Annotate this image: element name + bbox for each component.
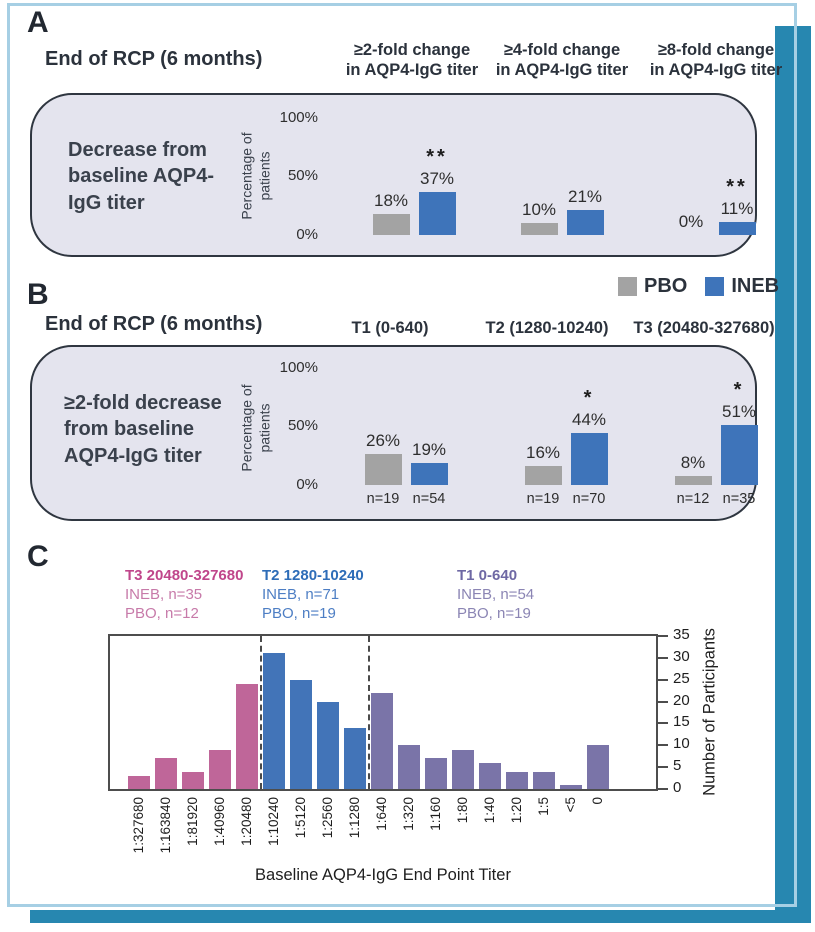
- bar-value-label: 10%: [521, 200, 557, 219]
- histogram-bar: [398, 745, 420, 789]
- y-axis-tick-label: 30: [673, 647, 690, 665]
- y-axis-tick-label: 5: [673, 757, 682, 775]
- x-axis-tick-label: 1:327680: [131, 797, 146, 854]
- x-axis-tick-label: 1:640: [374, 797, 389, 831]
- bar-group: [674, 350, 758, 507]
- tercile-legend-line: PBO, n=19: [457, 605, 531, 622]
- significance-marker: *: [583, 387, 595, 409]
- bar-slot: [675, 453, 712, 507]
- panel-c-x-axis-label: Baseline AQP4-IgG End Point Titer: [255, 866, 511, 884]
- n-count-label: n=70: [572, 491, 606, 507]
- column-header: T3 (20480-327680): [633, 319, 775, 337]
- bar-slot: [373, 191, 410, 235]
- bar-slot: [673, 212, 710, 235]
- bar-ineb: [411, 463, 448, 485]
- y-axis-tick-label: 100%: [279, 108, 318, 126]
- y-axis-tick-label: 50%: [287, 167, 318, 185]
- x-axis-tick-label: 0: [590, 797, 605, 805]
- y-axis-tick-label: 20: [673, 691, 690, 709]
- panel-b-title: End of RCP (6 months): [45, 313, 263, 335]
- y-axis-tick-label: 100%: [279, 358, 318, 376]
- histogram-bar: [263, 653, 285, 789]
- x-axis-tick-label: 1:320: [401, 797, 416, 831]
- column-header: T1 (0-640): [351, 319, 429, 337]
- x-axis-tick-label: 1:20: [509, 797, 524, 824]
- y-axis-tick-mark: [658, 635, 668, 637]
- bar-value-label: 19%: [411, 440, 447, 459]
- bar-group: [364, 350, 448, 507]
- n-count-label: n=54: [412, 491, 446, 507]
- bar-slot: [365, 431, 402, 507]
- y-axis-tick-mark: [658, 722, 668, 724]
- y-axis-tick-label: 15: [673, 713, 690, 731]
- y-axis-tick-label: 0: [673, 779, 682, 796]
- bar-value-label: 21%: [567, 187, 603, 206]
- bar-ineb: [721, 425, 758, 485]
- bar-group: [524, 350, 608, 507]
- column-header: ≥8-fold change in AQP4-IgG titer: [649, 41, 783, 80]
- treatment-legend: [618, 275, 779, 298]
- x-axis-tick-label: 1:160: [428, 797, 443, 831]
- histogram-bar: [290, 680, 312, 789]
- histogram-bar: [317, 702, 339, 789]
- tercile-legend-t3: [125, 566, 243, 623]
- x-axis-tick-label: 1:1280: [347, 797, 362, 839]
- histogram-bar: [533, 772, 555, 789]
- bar-group: [672, 100, 756, 235]
- n-count-label: n=35: [722, 491, 756, 507]
- x-axis-tick-label: 1:40: [482, 797, 497, 824]
- histogram-bar: [452, 750, 474, 789]
- bar-value-label: 8%: [680, 453, 706, 472]
- x-axis-tick-label: 1:40960: [212, 797, 227, 846]
- panel-b-y-axis-label: Percentage of patients: [238, 384, 272, 472]
- histogram-bar: [182, 772, 204, 789]
- histogram-bar: [371, 693, 393, 789]
- ineb-swatch: [705, 277, 724, 296]
- histogram-bar: [425, 758, 447, 789]
- bar-value-label: 18%: [373, 191, 409, 210]
- bar-value-label: 51%: [721, 402, 757, 421]
- y-axis-tick-label: 0%: [296, 476, 318, 493]
- histogram-bar: [236, 684, 258, 789]
- histogram-bar: [344, 728, 366, 789]
- bar-pbo: [675, 476, 712, 485]
- panel-a-letter: A: [27, 6, 49, 39]
- bar-slot: [567, 187, 604, 235]
- panel-a-row-label: Decrease from baseline AQP4-IgG titer: [68, 139, 214, 214]
- x-axis-tick-label: 1:5: [536, 797, 551, 816]
- pbo-legend-label: PBO: [644, 275, 688, 297]
- bar-value-label: 26%: [365, 431, 401, 450]
- bar-slot: [521, 200, 558, 235]
- bar-group: [520, 100, 604, 235]
- panel-a-y-axis-label: Percentage of patients: [238, 132, 272, 220]
- bar-pbo: [525, 466, 562, 485]
- histogram-bar: [479, 763, 501, 789]
- bar-slot: [525, 443, 562, 507]
- panel-b-row-label: ≥2-fold decrease from baseline AQP4-IgG titer: [64, 392, 222, 467]
- tercile-legend-line: INEB, n=54: [457, 586, 535, 603]
- bar-ineb: [719, 222, 756, 235]
- panel-a-title: End of RCP (6 months): [45, 48, 263, 70]
- frame-accent-right: [775, 26, 811, 923]
- y-axis-tick-label: 35: [673, 626, 690, 643]
- significance-marker: *: [733, 379, 745, 401]
- histogram-bar: [209, 750, 231, 789]
- tercile-legend-line: PBO, n=12: [125, 605, 199, 622]
- bar-pbo: [365, 454, 402, 485]
- y-axis-tick-mark: [658, 788, 668, 790]
- bar-value-label: 16%: [525, 443, 561, 462]
- y-axis-tick-label: 50%: [287, 417, 318, 435]
- bar-ineb: [567, 210, 604, 235]
- histogram-bar: [128, 776, 150, 789]
- tercile-legend-title: T1 0-640: [457, 567, 518, 584]
- x-axis-tick-label: 1:20480: [239, 797, 254, 846]
- panel-b-letter: B: [27, 278, 49, 311]
- x-axis-tick-label: 1:10240: [266, 797, 281, 846]
- tercile-separator-line: [260, 636, 262, 789]
- column-header: ≥4-fold change in AQP4-IgG titer: [495, 41, 629, 80]
- y-axis-tick-label: 0%: [296, 226, 318, 243]
- tercile-legend-t2: [262, 566, 364, 623]
- bar-group: [372, 100, 456, 235]
- n-count-label: n=19: [526, 491, 560, 507]
- histogram-bar: [587, 745, 609, 789]
- tercile-legend-line: INEB, n=71: [262, 586, 340, 603]
- bar-pbo: [373, 214, 410, 235]
- tercile-legend-t1: [457, 566, 534, 623]
- bar-slot: [721, 379, 758, 507]
- tercile-separator-line: [368, 636, 370, 789]
- column-header: ≥2-fold change in AQP4-IgG titer: [345, 41, 479, 80]
- x-axis-tick-label: 1:163840: [158, 797, 173, 854]
- bar-slot: [419, 147, 456, 235]
- tercile-legend-title: T3 20480-327680: [125, 567, 244, 584]
- bar-value-label: 0%: [678, 212, 704, 231]
- y-axis-tick-mark: [658, 701, 668, 703]
- tercile-legend-title: T2 1280-10240: [262, 567, 364, 584]
- bar-slot: [411, 440, 448, 507]
- y-axis-tick-mark: [658, 679, 668, 681]
- panel-c-letter: C: [27, 540, 49, 573]
- y-axis-tick-mark: [658, 657, 668, 659]
- bar-ineb: [571, 433, 608, 485]
- panel-c-y-axis-label: Number of Participants: [700, 628, 719, 796]
- ineb-legend-label: INEB: [731, 275, 780, 297]
- y-axis-tick-mark: [658, 766, 668, 768]
- histogram-bar: [506, 772, 528, 789]
- tercile-legend-line: INEB, n=35: [125, 586, 203, 603]
- bar-ineb: [419, 192, 456, 235]
- x-axis-tick-label: 1:5120: [293, 797, 308, 839]
- x-axis-tick-label: <5: [563, 797, 578, 813]
- histogram-bar: [560, 785, 582, 789]
- bar-value-label: 11%: [720, 199, 754, 218]
- significance-marker: **: [426, 146, 448, 168]
- bar-value-label: 44%: [571, 410, 607, 429]
- pbo-swatch: [618, 277, 637, 296]
- n-count-label: n=19: [366, 491, 400, 507]
- frame-accent-bottom: [30, 910, 811, 923]
- bar-slot: [719, 177, 756, 235]
- bar-value-label: 37%: [419, 169, 455, 188]
- x-axis-tick-label: 1:2560: [320, 797, 335, 839]
- y-axis-tick-label: 10: [673, 735, 690, 753]
- y-axis-tick-mark: [658, 744, 668, 746]
- panel-c-plot-area: [108, 634, 658, 791]
- x-axis-tick-label: 1:80: [455, 797, 470, 824]
- n-count-label: n=12: [676, 491, 710, 507]
- column-header: T2 (1280-10240): [485, 319, 609, 337]
- significance-marker: **: [726, 176, 748, 198]
- x-axis-tick-label: 1:81920: [185, 797, 200, 846]
- bar-slot: [571, 387, 608, 507]
- y-axis-tick-label: 25: [673, 669, 690, 687]
- histogram-bar: [155, 758, 177, 789]
- tercile-legend-line: PBO, n=19: [262, 605, 336, 622]
- bar-pbo: [521, 223, 558, 235]
